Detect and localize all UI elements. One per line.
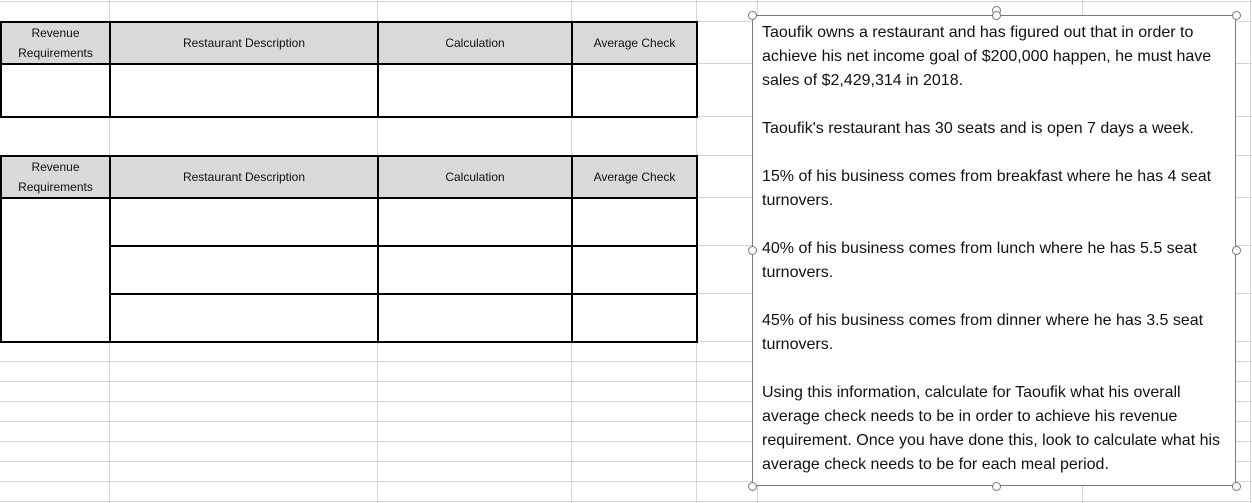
input-cell-merged[interactable] bbox=[1, 198, 110, 342]
resize-handle-top[interactable] bbox=[992, 11, 1001, 20]
paragraph-dinner: 45% of his business comes from dinner where he has 3.5 seat turnovers. bbox=[762, 312, 1204, 353]
input-cell[interactable] bbox=[1, 64, 110, 117]
gridline bbox=[0, 501, 1252, 502]
input-cell[interactable] bbox=[572, 198, 697, 246]
input-cell[interactable] bbox=[572, 294, 697, 342]
header-revenue-requirements[interactable]: Revenue Requirements bbox=[1, 156, 110, 198]
resize-handle-top-right[interactable] bbox=[1232, 11, 1241, 20]
header-revenue-requirements[interactable]: Revenue Requirements bbox=[1, 22, 110, 64]
input-cell[interactable] bbox=[572, 64, 697, 117]
problem-text-box[interactable] bbox=[752, 15, 1236, 486]
paragraph-breakfast: 15% of his business comes from breakfast where he has 4 seat turnovers. bbox=[762, 168, 1212, 209]
resize-handle-bottom-left[interactable] bbox=[748, 482, 757, 491]
input-cell[interactable] bbox=[378, 246, 572, 294]
gridline bbox=[1250, 0, 1251, 503]
resize-handle-bottom[interactable] bbox=[992, 482, 1001, 491]
resize-handle-right[interactable] bbox=[1232, 246, 1241, 255]
resize-handle-left[interactable] bbox=[748, 246, 757, 255]
paragraph-seats: Taoufik's restaurant has 30 seats and is open 7 days a week. bbox=[762, 120, 1194, 137]
paragraph-instructions: Using this information, calculate for Taoufik what his overall average check needs to be in order to achieve his revenue requirement. Once you have done this, look to calculate what his average check needs to be for each meal period. bbox=[762, 384, 1221, 473]
header-restaurant-description[interactable]: Restaurant Description bbox=[110, 156, 378, 198]
resize-handle-top-left[interactable] bbox=[748, 11, 757, 20]
input-cell[interactable] bbox=[378, 198, 572, 246]
input-cell[interactable] bbox=[572, 246, 697, 294]
revenue-table-2 bbox=[0, 155, 698, 343]
input-cell[interactable] bbox=[110, 294, 378, 342]
paragraph-lunch: 40% of his business comes from lunch where he has 5.5 seat turnovers. bbox=[762, 240, 1197, 281]
header-average-check[interactable]: Average Check bbox=[572, 156, 697, 198]
gridline bbox=[0, 1, 1252, 2]
header-calculation[interactable]: Calculation bbox=[378, 156, 572, 198]
header-calculation[interactable]: Calculation bbox=[378, 22, 572, 64]
input-cell[interactable] bbox=[378, 294, 572, 342]
input-cell[interactable] bbox=[110, 246, 378, 294]
input-cell[interactable] bbox=[378, 64, 572, 117]
resize-handle-bottom-right[interactable] bbox=[1232, 482, 1241, 491]
header-restaurant-description[interactable]: Restaurant Description bbox=[110, 22, 378, 64]
header-average-check[interactable]: Average Check bbox=[572, 22, 697, 64]
revenue-table-1 bbox=[0, 21, 698, 118]
input-cell[interactable] bbox=[110, 198, 378, 246]
paragraph-sales-goal: Taoufik owns a restaurant and has figured out that in order to achieve his net income goal of $200,000 happen, he must have sales of $2,429,314 in 2018. bbox=[762, 24, 1212, 89]
input-cell[interactable] bbox=[110, 64, 378, 117]
